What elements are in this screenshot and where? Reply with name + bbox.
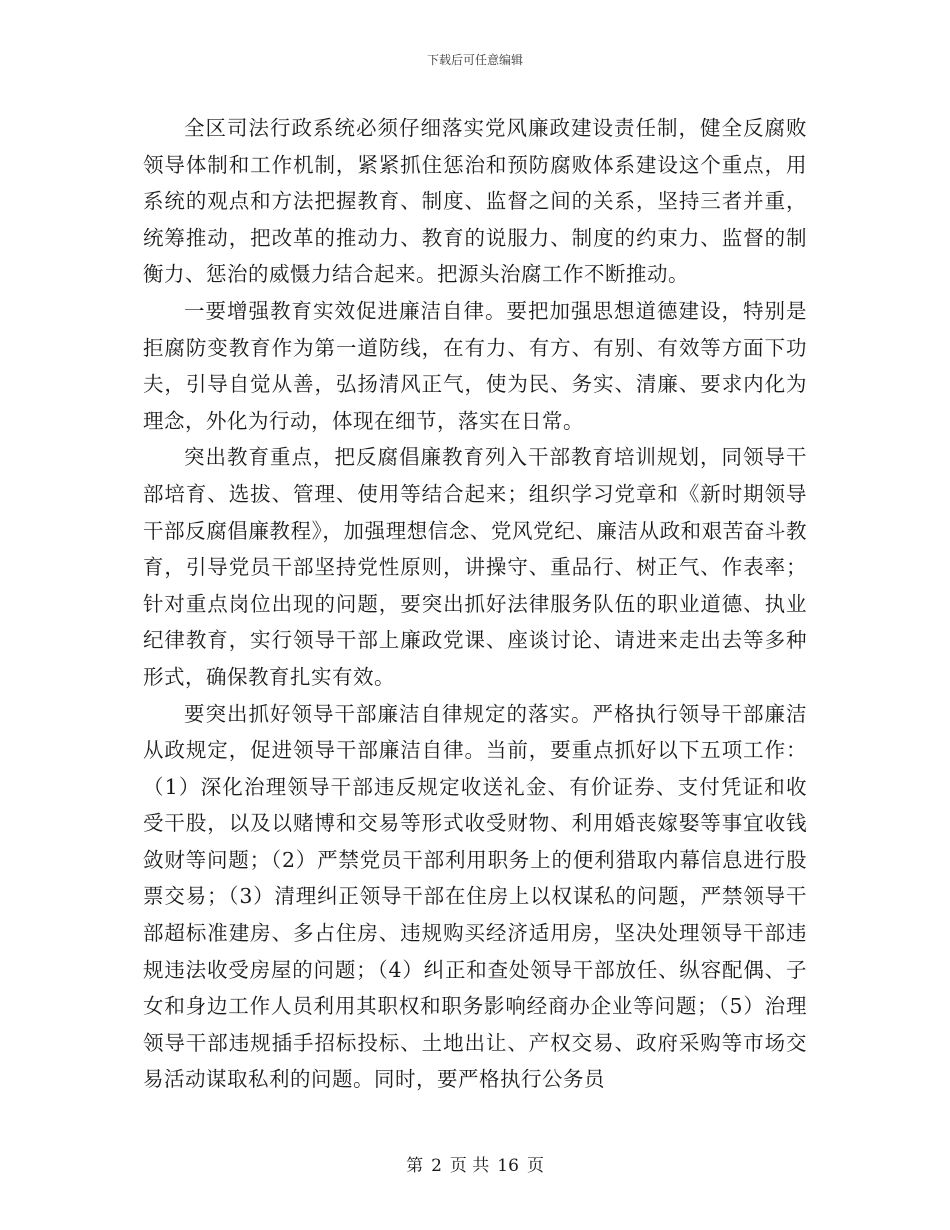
- page-header: 下载后可任意编辑: [426, 53, 523, 67]
- paragraph: 全区司法行政系统必须仔细落实党风廉政建设责任制，健全反腐败领导体制和工作机制，紧紧抓住惩治和预防腐败体系建设这个重点，用系统的观点和方法把握教育、制度、监督之间的关系，坚持三者并重，统筹推动，把改革的推动力、教育的说服力、制度的约束力、监督的制衡力、惩治的威慑力结合起来。把源头治腐工作不断推动。: [143, 116, 807, 287]
- footer-suffix: 页: [526, 1156, 544, 1176]
- paragraph: 一要增强教育实效促进廉洁自律。要把加强思想道德建设，特别是拒腐防变教育作为第一道防线，在有力、有方、有别、有效等方面下功夫，引导自觉从善，弘扬清风正气，使为民、务实、清廉、要求内化为理念，外化为行动，体现在细节，落实在日常。: [143, 298, 807, 433]
- footer-middle: 页 共: [449, 1156, 490, 1176]
- footer-page-number: 2: [431, 1156, 442, 1176]
- paragraph: 突出教育重点，把反腐倡廉教育列入干部教育培训规划，同领导干部培育、选拔、管理、使用等结合起来；组织学习党章和《新时期领导干部反腐倡廉教程》，加强理想信念、党风党纪、廉洁从政和艰苦奋斗教育，引导党员干部坚持党性原则，讲操守、重品行、树正气、作表率；针对重点岗位出现的问题，要突出抓好法律服务队伍的职业道德、执业纪律教育，实行领导干部上廉政党课、座谈讨论、请进来走出去等多种形式，确保教育扎实有效。: [143, 445, 807, 689]
- footer-total-pages: 16: [497, 1156, 519, 1176]
- paragraph: 要突出抓好领导干部廉洁自律规定的落实。严格执行领导干部廉洁从政规定，促进领导干部廉洁自律。当前，要重点抓好以下五项工作：（1）深化治理领导干部违反规定收送礼金、有价证券、支付凭证和收受干股，以及以赌博和交易等形式收受财物、利用婚丧嫁娶等事宜收钱敛财等问题；（2）严禁党员干部利用职务上的便利猎取内幕信息进行股票交易；（3）清理纠正领导干部在住房上以权谋私的问题，严禁领导干部超标准建房、多占住房、违规购买经济适用房，坚决处理领导干部违规违法收受房屋的问题；（4）纠正和查处领导干部放任、纵容配偶、子女和身边工作人员利用其职权和职务影响经商办企业等问题；（5）治理领导干部违规插手招标投标、土地出让、产权交易、政府采购等市场交易活动谋取私利的问题。同时，要严格执行公务员: [143, 701, 807, 1092]
- document-body: [143, 110, 807, 1098]
- footer-prefix: 第: [406, 1156, 424, 1176]
- page-footer: [0, 1156, 950, 1176]
